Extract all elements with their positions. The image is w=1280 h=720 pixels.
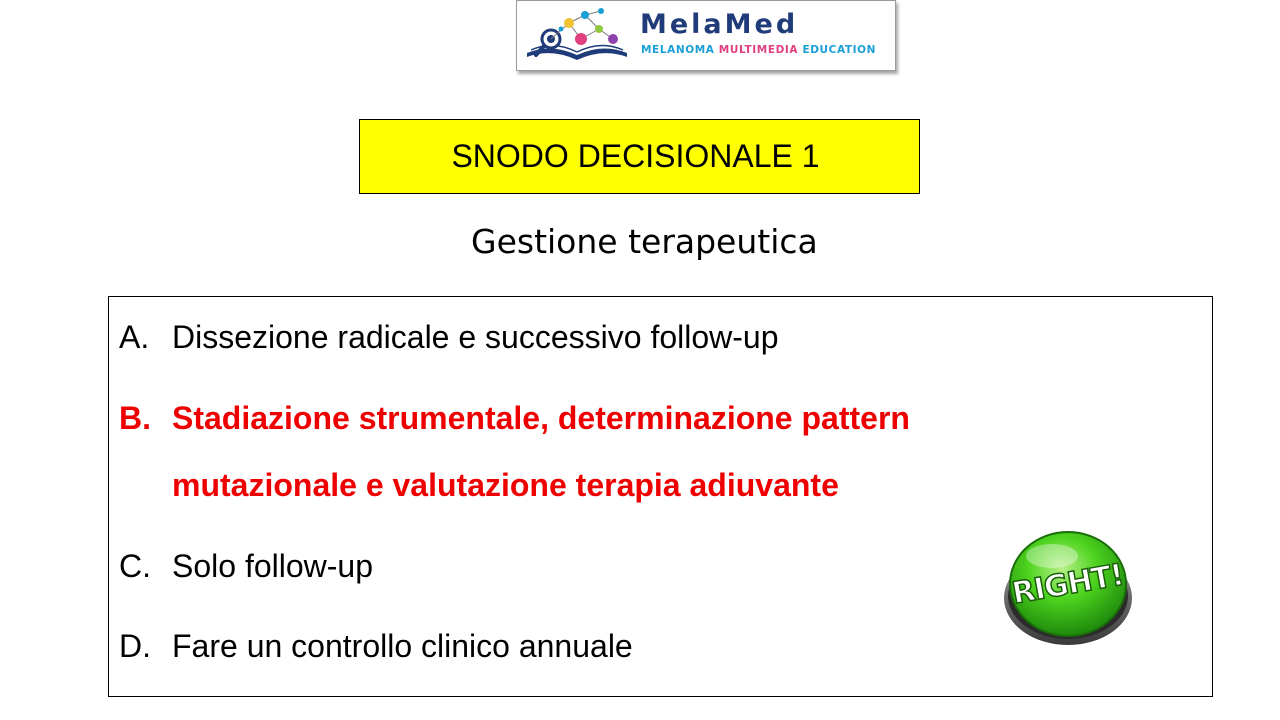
option-c-letter: C. [119,548,151,584]
logo-subtitle-word-1: MELANOMA [641,44,715,56]
right-badge-label: RIGHT! [1009,557,1126,612]
melamed-emblem-icon [521,5,639,65]
logo-subtitle-word-2: MULTIMEDIA [718,44,799,56]
logo-subtitle-word-3: EDUCATION [802,44,877,56]
option-b-text-line-1: Stadiazione strumentale, determinazione pattern [172,400,910,436]
logo-subtitle [641,44,876,56]
right-button-icon [1000,526,1136,648]
option-b-text-line-2: mutazionale e valutazione terapia adiuvante [172,467,839,503]
decision-node-box [359,119,920,194]
option-d-letter: D. [119,628,151,664]
option-c-text: Solo follow-up [172,548,373,584]
logo-title: MelaMed [640,9,799,40]
option-d-text: Fare un controllo clinico annuale [172,628,633,664]
decision-node-label: SNODO DECISIONALE 1 [451,138,820,174]
option-a-text: Dissezione radicale e successivo follow-up [172,319,779,355]
option-a-letter: A. [119,319,150,355]
option-b-letter: B. [119,400,151,436]
melamed-logo [516,0,896,71]
section-title: Gestione terapeutica [471,222,818,261]
